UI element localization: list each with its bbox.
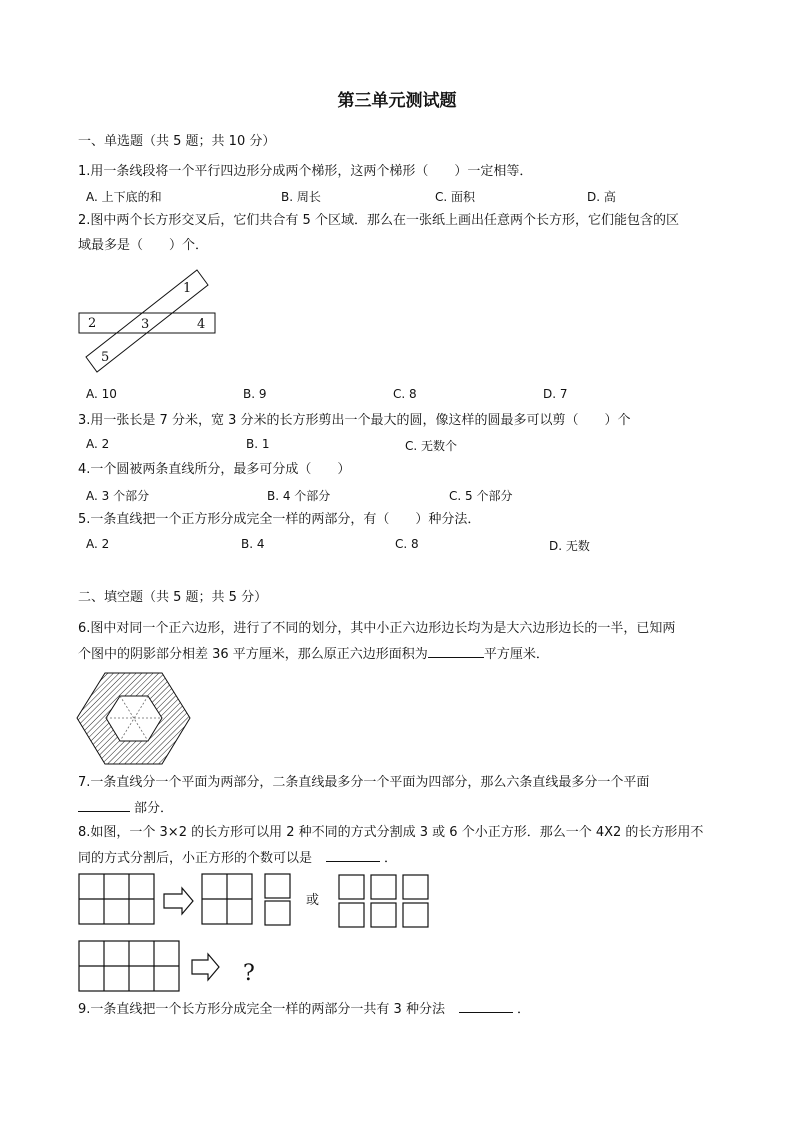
question-2-line-2: 域最多是（ ）个． <box>78 238 209 253</box>
question-6-unit: 平方厘米． <box>483 647 549 662</box>
page-title: 第三单元测试题 <box>337 91 457 111</box>
q1-option-b[interactable]: B. 周长 <box>281 190 321 204</box>
q3-option-c[interactable]: C. 无数个 <box>405 439 458 453</box>
q1-option-a[interactable]: A. 上下底的和 <box>86 190 162 204</box>
q4-option-c[interactable]: C. 5 个部分 <box>449 489 513 503</box>
region-label-2: 2 <box>88 316 97 331</box>
region-label-4: 4 <box>197 317 206 332</box>
question-9-line: 9.一条直线把一个长方形分成完全一样的两部分一共有 3 种分法 ． <box>78 1002 530 1017</box>
region-label-1: 1 <box>183 281 192 296</box>
q5-option-a[interactable]: A. 2 <box>86 537 110 551</box>
q5-option-c[interactable]: C. 8 <box>395 537 419 551</box>
q4-option-b[interactable]: B. 4 个部分 <box>267 489 331 503</box>
question-6-line-1: 6.图中对同一个正六边形，进行了不同的划分，其中小正六边形边长均为是大六边形边长的一半，已知两 <box>78 621 676 636</box>
q5-option-d[interactable]: D. 无数 <box>549 539 590 553</box>
section-header-single-choice: 一、单选题（共 5 题；共 10 分） <box>78 134 276 149</box>
question-2-line-1: 2.图中两个长方形交叉后，它们共合有 5 个区域．那么在一张纸上画出任意两个长方形，它们能包含的区 <box>78 213 679 228</box>
q2-option-b[interactable]: B. 9 <box>243 387 267 401</box>
q5-option-b[interactable]: B. 4 <box>241 537 265 551</box>
q2-option-c[interactable]: C. 8 <box>393 387 417 401</box>
q3-option-a[interactable]: A. 2 <box>86 437 110 451</box>
question-8-line-2: 同的方式分割后，小正方形的个数可以是 ． <box>78 851 398 866</box>
question-1-text: 1.用一条线段将一个平行四边形分成两个梯形，这两个梯形（ ）一定相等． <box>78 164 533 179</box>
question-8-line-1: 8.如图，一个 3×2 的长方形可以用 2 种不同的方式分割成 3 或 6 个小正方形．那么一个 4X2 的长方形用不 <box>78 825 704 840</box>
q3-option-b[interactable]: B. 1 <box>246 437 270 451</box>
question-8-line-2-text: 同的方式分割后，小正方形的个数可以是 <box>78 851 313 866</box>
question-7-unit: 部分． <box>134 801 174 816</box>
q4-option-a[interactable]: A. 3 个部分 <box>86 489 150 503</box>
question-mark: ? <box>243 961 255 986</box>
q2-option-a[interactable]: A. 10 <box>86 387 117 401</box>
answer-blank-q9[interactable] <box>459 1000 513 1013</box>
question-5-text: 5.一条直线把一个正方形分成完全一样的两部分，有（ ）种分法． <box>78 512 481 527</box>
question-3-text: 3.用一张长是 7 分米，宽 3 分米的长方形剪出一个最大的圆，像这样的圆最多可以剪（ ）个 <box>78 413 631 428</box>
question-4-text: 4.一个圆被两条直线所分，最多可分成（ ） <box>78 462 351 477</box>
section-header-fill-in: 二、填空题（共 5 题；共 5 分） <box>78 590 268 605</box>
question-7-line-1: 7.一条直线分一个平面为两部分，二条直线最多分一个平面为四部分，那么六条直线最多分一个平面 <box>78 775 650 790</box>
region-label-5: 5 <box>101 350 110 365</box>
question-6-line-2-text: 个图中的阴影部分相差 36 平方厘米，那么原正六边形面积为 <box>78 647 428 662</box>
or-label: 或 <box>306 893 320 908</box>
region-label-3: 3 <box>141 317 150 332</box>
q2-option-d[interactable]: D. 7 <box>543 387 568 401</box>
question-9-text: 9.一条直线把一个长方形分成完全一样的两部分一共有 3 种分法 <box>78 1002 445 1017</box>
q1-option-d[interactable]: D. 高 <box>587 190 616 204</box>
q1-option-c[interactable]: C. 面积 <box>435 190 476 204</box>
